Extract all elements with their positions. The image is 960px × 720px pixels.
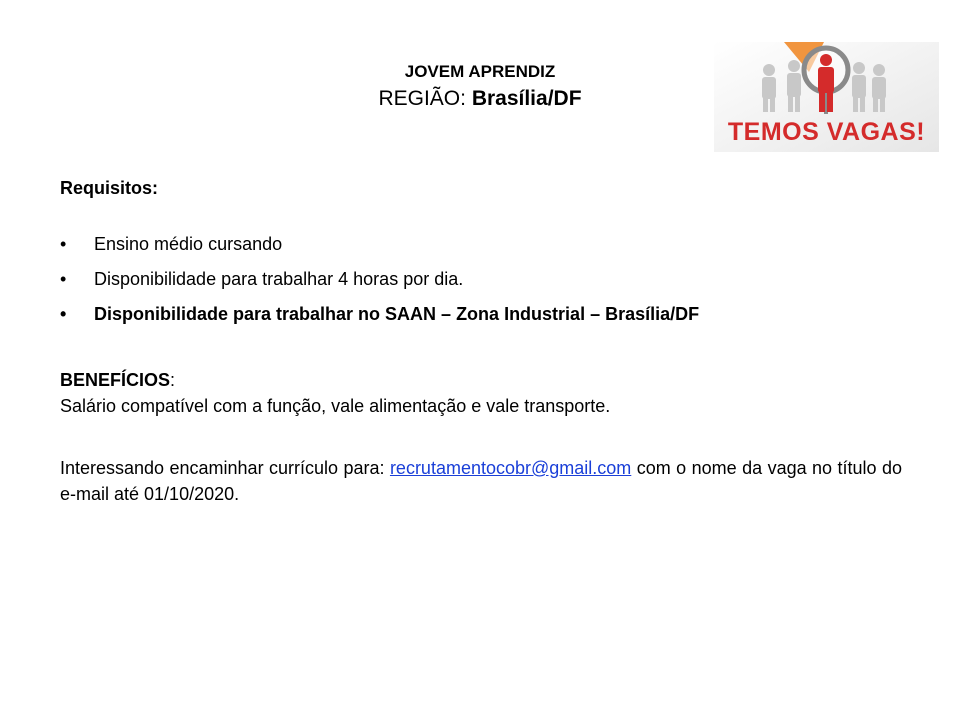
email-link[interactable]: recrutamentocobr@gmail.com <box>389 458 632 478</box>
benefits-heading-line <box>60 367 902 393</box>
list-item-text: Ensino médio cursando <box>94 234 283 254</box>
benefits-colon: : <box>170 370 176 390</box>
region-value: Brasília/DF <box>471 87 582 110</box>
contact-paragraph <box>60 455 902 507</box>
contact-prefix: Interessando encaminhar currículo para: <box>60 458 390 478</box>
bullet-icon: • <box>60 304 67 324</box>
list-item-text: Disponibilidade para trabalhar no SAAN – Zona Industrial – Brasília/DF <box>94 304 700 324</box>
benefits-heading: BENEFÍCIOS <box>60 370 171 390</box>
temos-vagas-banner <box>714 42 939 152</box>
list-item <box>60 266 902 292</box>
page-title: JOVEM APRENDIZ <box>404 62 556 81</box>
banner-text: TEMOS VAGAS! <box>727 118 926 146</box>
requirements-heading: Requisitos: <box>60 178 159 198</box>
bullet-icon: • <box>60 234 67 254</box>
region-line <box>280 84 680 114</box>
requirements-list <box>60 231 902 327</box>
list-item <box>60 231 902 257</box>
region-label: REGIÃO: <box>378 87 472 110</box>
list-item-text: Disponibilidade para trabalhar 4 horas por dia. <box>94 269 464 289</box>
title-block <box>280 60 680 114</box>
benefits-text: Salário compatível com a função, vale alimentação e vale transporte. <box>60 396 611 416</box>
list-item <box>60 301 902 327</box>
main-content <box>60 175 902 507</box>
benefits-section <box>60 367 902 419</box>
contact-suffix: com o nome da vaga no título do e-mail até 01/10/2020. <box>60 458 902 504</box>
bullet-icon: • <box>60 269 67 289</box>
